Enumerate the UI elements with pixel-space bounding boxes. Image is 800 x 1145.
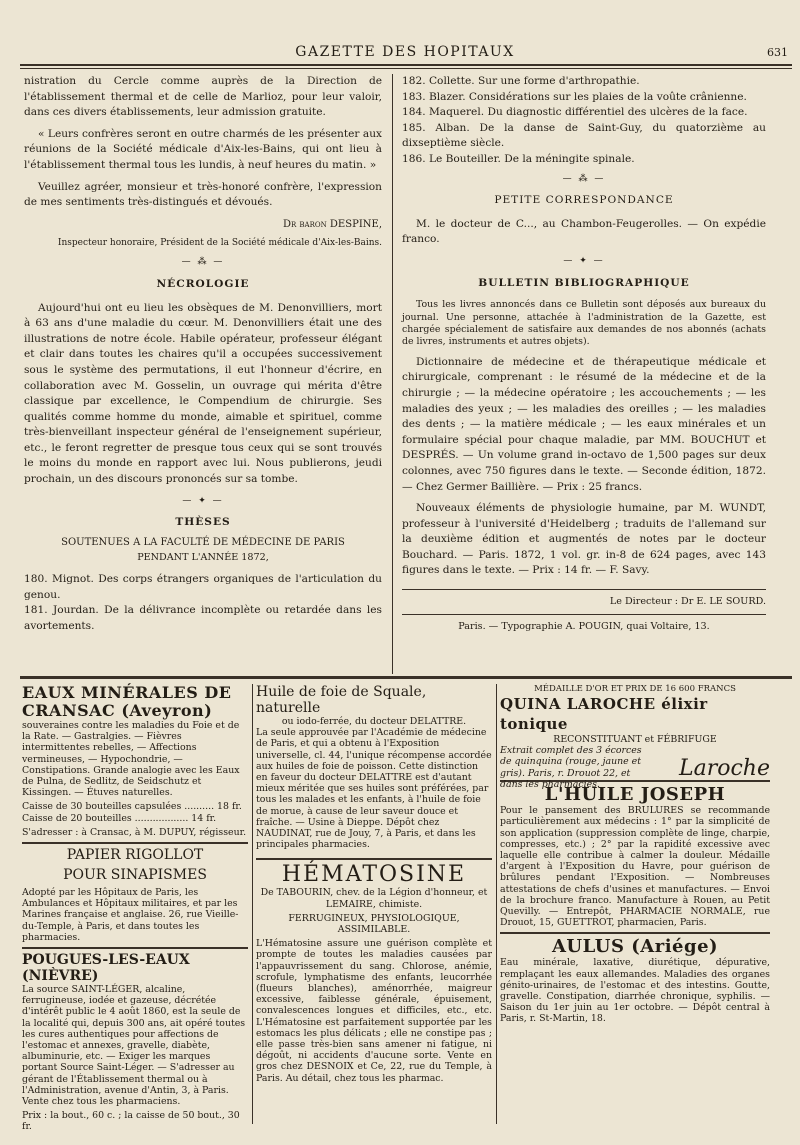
director-line: Le Directeur : Dr E. LE SOURD. (609, 596, 766, 608)
quina-medal: MÉDAILLE D'OR ET PRIX DE 16 600 FRANCS (534, 684, 736, 694)
theses-heading: THÈSES (175, 516, 231, 529)
printer-line: Paris. — Typographie A. POUGIN, quai Voltaire, 13. (458, 620, 710, 632)
necrology-heading: NÉCROLOGIE (156, 277, 250, 290)
right-column (402, 74, 766, 634)
rigollot-subtitle: POUR SINAPISMES (63, 867, 207, 884)
ads-divider (252, 684, 253, 1124)
hematosine-text: L'Hématosine assure une guérison complète et prompte de toutes les maladies causées par l'appauvrissement du sang. Chlorose, anémie, scrofule, lymphatisme des enfants, leucorrhée (flueurs blanches), aménorrhée, maigreur excessive, faiblesse générale, épuisement, convalescences longues et difficiles, etc., etc. L'Hématosine est parfaitement supportée par les estomacs les plus délicats ; elle ne constipe pas ; elle passe très-bien sans amener ni fatigue, ni dégoût, ni accidents d'aucune sorte. Vente en gros chez DESNOIX et Ce, 22, rue du Temple, à Paris. Au détail, chez tous les pharmac. (256, 938, 492, 1084)
journal-title: GAZETTE DES HOPITAUX (295, 44, 515, 60)
quina-title: QUINA LAROCHE élixir tonique (500, 695, 708, 733)
list-item: 180. Mignot. Des corps étrangers organiques de l'articulation du genou. (24, 573, 382, 601)
bulletin-entry: Dictionnaire de médecine et de thérapeutique médicale et chirurgicale, comprenant : le résumé de la médecine et de la chirurgie ; — la médecine opératoire ; les accouchements ; — les maladies des yeux ; — les maladies des oreilles ; — les maladies des dents ; — la matière médicale ; — les eaux minérales et un formulaire spécial pour chaque maladie, par MM. BOUCHUT et DESPRÉS. — Un volume grand in-octavo de 1,500 pages sur deux colonnes, avec 750 figures dans le texte. — Seconde édition, 1872. — Chez Germer Baillière. — Prix : 25 francs. (402, 355, 766, 493)
aulus-text: Eau minérale, laxative, diurétique, dépurative, remplaçant les eaux allemandes. Maladies des organes génito-urinaires, de l'estomac et des intestins. Goutte, gravelle. Constipation, diarrhée chronique, syphilis. — Saison du 1er juin au 1er octobre. — Dépôt central à Paris, r. St-Martin, 18. (500, 957, 770, 1025)
joseph-text: Pour le pansement des BRULURES se recommande particulièrement aux médecins : 1° par la simplicité de son application (suppression complète de linge, charpie, compresses, etc.) ; 2° par la rapidité excessive avec laquelle elle contribue à calmer la douleur. Médaille d'argent à l'Exposition du Havre, pour guérison de brûlures pendant l'Exposition. — Nombreuses attestations de chefs d'usines et manufactures. — Envoi de la brochure franco. Manufacture à Rouen, au Petit Quevilly. — Entrepôt, PHARMACIE NORMALE, rue Drouot, 15, GUETTROT, pharmacien, Paris. (500, 805, 770, 929)
ads-column-1 (22, 684, 248, 1136)
pougues-text: La source SAINT-LÉGER, alcaline, ferrugineuse, iodée et gazeuse, décrétée d'intérêt public le 4 août 1860, est la seule de la localité qui, depuis 300 ans, ait opéré toutes les cures authentiques pour affections de l'estomac et annexes, gravelle, diabète, albuminurie, etc. — Exiger les marques portant Source Saint-Léger. — S'adresser au gérant de l'Établissement thermal ou à l'Administration, avenue d'Antin, 3, à Paris. Vente chez tous les pharmaciens. (22, 984, 246, 1108)
rigollot-title: PAPIER RIGOLLOT (66, 847, 204, 864)
rigollot-ad (22, 842, 248, 883)
pougues-price: Prix : la bout., 60 c. ; la caisse de 50 bout., 30 fr. (22, 1110, 240, 1133)
squale-subtitle: ou iodo-ferrée, du docteur DELATTRE. (281, 716, 467, 727)
cransac-title: EAUX MINÉRALES DE CRANSAC (Aveyron) (22, 683, 232, 720)
quina-subtitle: RECONSTITUANT et FÉBRIFUGE (553, 734, 717, 745)
cransac-text: souveraines contre les maladies du Foie et de la Rate. — Gastralgies. — Fièvres intermittentes rebelles, — Affections vermineuses, — Hypochondrie, — Constipations. Grande analogie avec les Eaux de Pulna, de Sedlitz, de Seidschutz et Kissingen. — Étuves naturelles. (22, 720, 240, 799)
left-column (24, 74, 382, 634)
ornament-divider: — ✦ — (563, 255, 605, 266)
header-rule-thin (20, 68, 792, 69)
squale-title: Huile de foie de Squale, naturelle (256, 684, 427, 716)
squale-text: La seule approuvée par l'Académie de médecine de Paris, et qui a obtenu à l'Exposition universelle, cl. 44, l'unique récompense accordée aux huiles de foie de poisson. Cette distinction en faveur du docteur DELATTRE est d'autant mieux méritée que ses huiles sont préférées, par tous les malades et les enfants, à l'huile de foie de morue, à cause de leur saveur douce et fraîche. — Usine à Dieppe. Dépôt chez NAUDINAT, rue de Jouy, 7, à Paris, et dans les principales pharmacies. (256, 727, 492, 851)
cransac-address: S'adresser : à Cransac, à M. DUPUY, régisseur. (22, 826, 247, 838)
ornament-divider: — ⁂ — (181, 257, 225, 268)
list-item: 183. Blazer. Considérations sur les plaies de la voûte crânienne. (402, 90, 747, 103)
pougues-ad (22, 947, 248, 1133)
letter-quote: « Leurs confrères seront en outre charmés de les présenter aux réunions de la Société médicale d'Aix-les-Bains, qui ont lieu à l'établissement thermal tous les lundis, à neuf heures du matin. » (24, 127, 382, 171)
ornament-divider: — ⁂ — (562, 173, 606, 184)
letter-continuation: nistration du Cercle comme auprès de la Direction de l'établissement thermal et de celle de Marlioz, pour leur valoir, dans ces divers établissements, leur admission gratuite. (24, 75, 382, 119)
theses-list (24, 572, 382, 634)
cransac-price: Caisse de 20 bouteilles .................. 14 fr. (22, 812, 217, 824)
list-item: 181. Jourdan. De la délivrance incomplète ou retardée dans les avortements. (24, 604, 382, 632)
quina-text: Extrait complet des 3 écorces de quinquina (rouge, jaune et gris). Paris, r. Drouot 22, et dans les pharmacies. (500, 745, 642, 790)
ornament-divider: — ✦ — (182, 495, 224, 506)
correspondence-text: M. le docteur de C..., au Chambon-Feugerolles. — On expédie franco. (402, 217, 766, 246)
list-item: 184. Maquerel. Du diagnostic différentiel des ulcères de la face. (402, 106, 748, 119)
theses-year: PENDANT L'ANNÉE 1872, (137, 552, 269, 564)
bulletin-intro: Tous les livres annoncés dans ce Bulletin sont déposés aux bureaux du journal. Une personne, attachée à l'administration de la Gazette, est chargée spécialement de satisfaire aux demandes de nos abonnés (achats de livres, instruments et autres objets). (402, 299, 766, 348)
theses-list-continued (402, 74, 766, 168)
aulus-ad (500, 932, 770, 957)
bulletin-heading: BULLETIN BIBLIOGRAPHIQUE (478, 276, 690, 289)
quina-signature: Laroche (679, 756, 770, 782)
footer-rule (402, 589, 766, 590)
list-item: 182. Collette. Sur une forme d'arthropathie. (402, 75, 640, 87)
header-rule (20, 64, 792, 66)
signature-title: Inspecteur honoraire, Président de la Société médicale d'Aix-les-Bains. (57, 238, 382, 249)
rigollot-text: Adopté par les Hôpitaux de Paris, les Ambulances et Hôpitaux militaires, et par les Marines française et anglaise. 26, rue Vieille-du-Temple, à Paris, et dans toutes les pharmacies. (22, 887, 239, 943)
necrology-text: Aujourd'hui ont eu lieu les obsèques de M. Denonvilliers, mort à 63 ans d'une maladie du cœur. M. Denonvilliers était une des illustrations de notre école. Habile opérateur, professeur élégant et clair dans toutes les chaires qu'il a occupées successivement sous le système des permutations, il eut l'honneur d'écrire, en collaboration avec M. Gosselin, un ouvrage qui mérita d'être classique par excellence, le Compendium de chirurgie. Ses qualités comme homme du monde, aimable et spirituel, comme très-bienveillant inspecteur général de l'enseignement supérieur, etc., le feront regretter de presque tous ceux qui se sont trouvés le moins du monde en rapport avec lui. Nous publierons, jeudi prochain, un des discours prononcés sur sa tombe. (24, 301, 382, 486)
hematosine-title: HÉMATOSINE (281, 862, 467, 888)
correspondence-heading: PETITE CORRESPONDANCE (494, 194, 674, 207)
pougues-title: POUGUES-LES-EAUX (NIÈVRE) (22, 952, 190, 985)
letter-closing: Veuillez agréer, monsieur et très-honoré confrère, l'expression de mes sentiments très-distingués et dévoués. (24, 180, 382, 209)
bulletin-entry: Nouveaux éléments de physiologie humaine, par M. WUNDT, professeur à l'université d'Heidelberg ; traduits de l'allemand sur la deuxième édition et augmentés de notes par le docteur Bouchard. — Paris. 1872, 1 vol. gr. in-8 de 624 pages, avec 143 figures dans le texte. — Prix : 14 fr. — F. Savy. (402, 502, 766, 577)
ads-top-rule (20, 676, 792, 679)
hematosine-subtitle-2: FERRUGINEUX, PHYSIOLOGIQUE, ASSIMILABLE. (288, 912, 460, 936)
page-header (20, 40, 790, 64)
aulus-title: AULUS (Ariége) (551, 936, 719, 958)
theses-subheading: SOUTENUES A LA FACULTÉ DE MÉDECINE DE PARIS (61, 536, 345, 548)
cransac-price: Caisse de 30 bouteilles capsulées .......... 18 fr. (22, 801, 242, 813)
hematosine-subtitle: De TABOURIN, chev. de la Légion d'honneur, et LEMAIRE, chimiste. (260, 887, 488, 910)
list-item: 185. Alban. De la danse de Saint-Guy, du quatorzième au dixseptième siècle. (402, 121, 766, 150)
page-number: 631 (767, 46, 788, 59)
joseph-title: L'HUILE JOSEPH (544, 784, 726, 806)
signature-name: Dr baron DESPINE, (282, 218, 382, 230)
ads-column-2 (256, 684, 492, 1087)
column-divider (392, 74, 393, 674)
ads-divider (496, 684, 497, 1124)
ads-column-3 (500, 684, 770, 1028)
hematosine-ad (256, 858, 492, 935)
footer-rule (402, 614, 766, 615)
list-item: 186. Le Bouteiller. De la méningite spinale. (402, 152, 635, 165)
